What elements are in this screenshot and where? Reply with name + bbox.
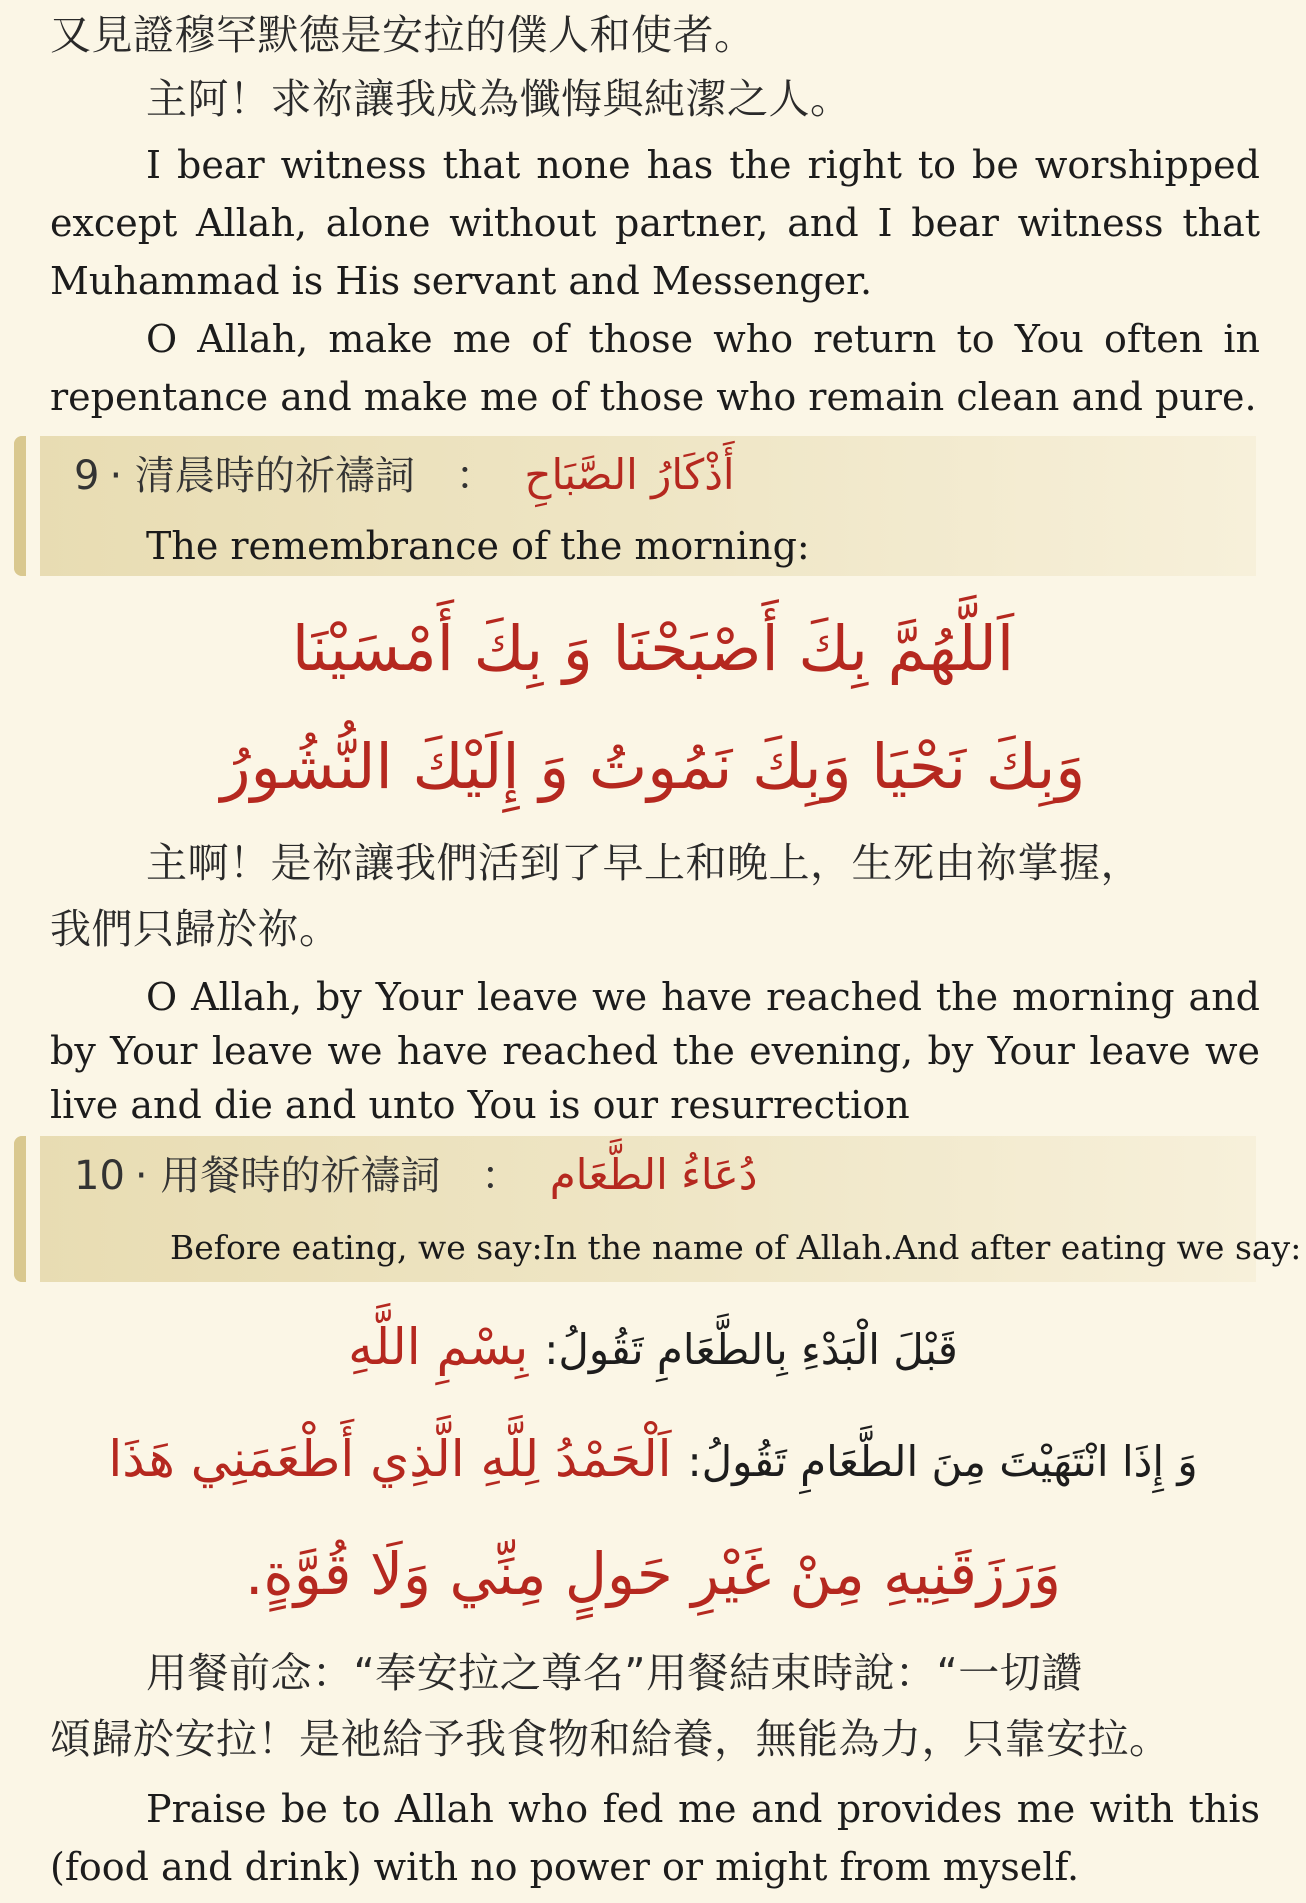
zh-morning-line-2: 我們只歸於祢。: [50, 905, 341, 953]
en-eating-paragraph: Praise be to Allah who fed me and provides me with this (food and drink) with no power or might from myself.: [50, 1787, 1260, 1889]
ar-morning-line-2: وَبِكَ نَحْيَا وَبِكَ نَمُوتُ وَ إِلَيْكَ النُّشُورُ: [220, 730, 1086, 803]
zh-repentance-line: 主阿！求祢讓我成為懺悔與純潔之人。: [146, 75, 852, 123]
ar-eating-line-3: وَرَزَقَنِيهِ مِنْ غَيْرِ حَولٍ مِنِّي وَلَا قُوَّةٍ.: [245, 1540, 1061, 1608]
section-colon: ：: [481, 1153, 522, 1199]
section-10-title-line: [74, 1144, 757, 1201]
zh-testimony-line: 又見證穆罕默德是安拉的僕人和使者。: [50, 11, 756, 59]
en-testimony-paragraph: I bear witness that none has the right to be worshipped except Allah, alone without partner, and I bear witness that Muhammad is His servant and Messenger.: [50, 143, 1260, 303]
ar-before-eating-instruction: قَبْلَ الْبَدْءِ بِالطَّعَامِ تَقُولُ:: [544, 1325, 958, 1374]
section-colon: ：: [455, 453, 496, 499]
section-zh-title: 清晨時的祈禱詞: [134, 453, 415, 499]
en-morning-paragraph: O Allah, by Your leave we have reached the morning and by Your leave we have reached the evening, by Your leave we live and die and unto You is our resurrection: [50, 975, 1260, 1127]
section-9-title-line: [74, 444, 735, 501]
section-en-title: Before eating, we say:In the name of Allah.And after eating we say:: [170, 1228, 1302, 1267]
section-ar-title: أَذْكَارُ الصَّبَاحِ: [524, 450, 735, 499]
zh-eating-line-2: 頌歸於安拉！是祂給予我食物和給養，無能為力，只靠安拉。: [50, 1715, 1171, 1763]
section-9-header: [14, 436, 1256, 576]
section-en-title: The remembrance of the morning:: [146, 524, 810, 568]
ar-eating-line-1: [30, 1318, 1276, 1376]
section-number: 9: [74, 453, 100, 499]
section-10-header: [14, 1136, 1302, 1282]
ar-eating-line-2: [30, 1430, 1276, 1488]
ar-morning-line-1: اَللَّهُمَّ بِكَ أَصْبَحْنَا وَ بِكَ أَمْسَيْنَا: [291, 612, 1015, 685]
en-repentance-paragraph: O Allah, make me of those who return to You often in repentance and make me of those who remain clean and pure.: [50, 317, 1260, 419]
zh-eating-line-1: 用餐前念：“奉安拉之尊名”用餐結束時說：“一切讚: [146, 1649, 1083, 1697]
section-dot: ·: [134, 1153, 148, 1199]
section-number: 10: [74, 1153, 125, 1199]
ar-alhamdulillah: اَلْحَمْدُ لِلَّهِ الَّذِي أَطْعَمَنِي هَذَا: [108, 1430, 672, 1488]
ar-bismillah: بِسْمِ اللَّهِ: [348, 1318, 529, 1376]
section-header-bar: [14, 1136, 40, 1282]
section-header-bar: [14, 436, 40, 576]
section-zh-title: 用餐時的祈禱詞: [160, 1153, 441, 1199]
section-dot: ·: [109, 453, 123, 499]
section-ar-title: دُعَاءُ الطَّعَام: [549, 1150, 758, 1199]
ar-after-eating-instruction: وَ إِذَا انْتَهَيْتَ مِنَ الطَّعَامِ تَقُولُ:: [687, 1437, 1198, 1486]
zh-morning-line-1: 主啊！是祢讓我們活到了早上和晚上，生死由祢掌握，: [146, 839, 1142, 887]
